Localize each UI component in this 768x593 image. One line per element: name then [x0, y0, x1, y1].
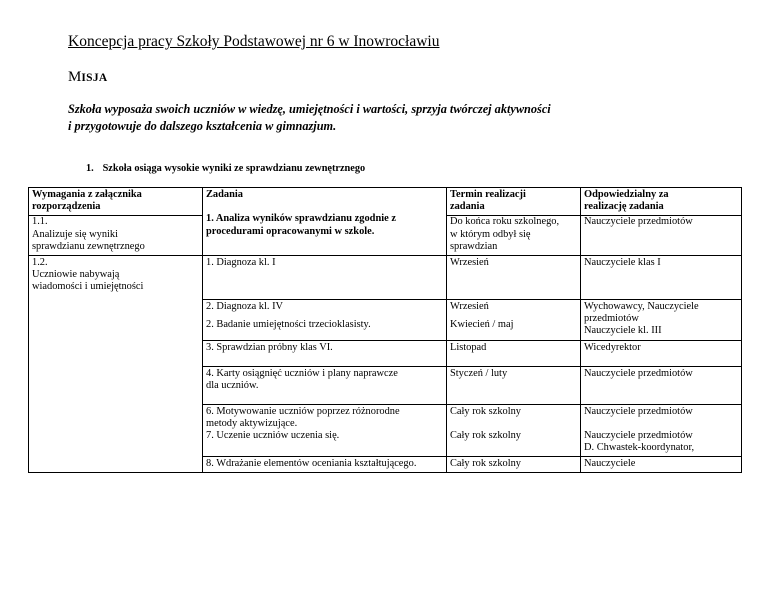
header-tasks	[203, 188, 447, 256]
term-text: w którym odbył się	[450, 228, 531, 240]
term-text: Wrzesień	[450, 257, 489, 269]
responsible-text: Nauczyciele przedmiotów	[584, 216, 693, 228]
mission-statement	[68, 101, 668, 135]
task-text: 7. Uczenie uczniów uczenia się.	[206, 430, 340, 442]
requirement-cell	[29, 256, 203, 473]
header-text: Odpowiedzialny za	[584, 189, 669, 200]
task-cell	[203, 404, 447, 457]
term-cell	[447, 404, 581, 457]
term-text: Kwiecień / maj	[450, 319, 514, 331]
table-header-row	[29, 188, 742, 216]
term-cell	[447, 256, 581, 300]
responsible-cell	[581, 216, 742, 256]
requirement-text: sprawdzianu zewnętrznego	[32, 240, 145, 252]
header-text: rozporządzenia	[32, 201, 101, 213]
term-cell	[447, 340, 581, 366]
requirement-text: Analizuje się wyniki	[32, 228, 118, 240]
term-cell	[447, 216, 581, 256]
mission-line: Szkoła wyposaża swoich uczniów w wiedzę, umiejętności i wartości, sprzyja twórczej aktywności	[68, 102, 551, 116]
requirement-code: 1.2.	[32, 257, 48, 269]
responsible-text: Nauczyciele kl. III	[584, 325, 662, 337]
task-cell	[203, 366, 447, 404]
term-cell	[447, 366, 581, 404]
header-responsible	[581, 188, 742, 216]
task-text: dla uczniów.	[206, 379, 259, 391]
task-text: 1. Analiza wyników sprawdzianu zgodnie z	[206, 213, 396, 225]
responsible-text: Nauczyciele klas I	[584, 257, 661, 269]
task-cell	[203, 256, 447, 300]
term-text: Do końca roku szkolnego,	[450, 216, 560, 228]
task-text: 2. Diagnoza kl. IV	[206, 301, 284, 313]
goal-heading	[86, 163, 365, 174]
responsible-text: Nauczyciele przedmiotów	[584, 405, 693, 417]
term-text: Listopad	[450, 341, 487, 353]
term-text: sprawdzian	[450, 240, 498, 252]
responsible-text: D. Chwastek-koordynator,	[584, 442, 695, 454]
responsible-text: Wychowawcy, Nauczyciele	[584, 301, 699, 313]
term-cell	[447, 300, 581, 341]
header-text: zadania	[450, 201, 485, 213]
header-text: realizację zadania	[584, 201, 664, 213]
section-heading-initial: M	[68, 69, 82, 85]
responsible-text: Nauczyciele przedmiotów	[584, 429, 693, 441]
header-text: Wymagania z załącznika	[32, 189, 142, 200]
responsible-cell	[581, 340, 742, 366]
term-text: Styczeń / luty	[450, 367, 508, 379]
responsible-cell	[581, 404, 742, 457]
task-text: 8. Wdrażanie elementów oceniania kształtującego.	[206, 458, 417, 470]
task-text: procedurami opracowanymi w szkole.	[206, 225, 375, 237]
responsible-cell	[581, 256, 742, 300]
requirement-cell	[29, 216, 203, 256]
responsible-cell	[581, 300, 742, 341]
requirement-text: wiadomości i umiejętności	[32, 281, 144, 293]
header-text: Zadania	[206, 189, 243, 200]
task-text: 6. Motywowanie uczniów poprzez różnorodne	[206, 405, 400, 417]
page-title: Koncepcja pracy Szkoły Podstawowej nr 6 w Inowrocławiu	[68, 33, 440, 50]
responsible-text: Nauczyciele	[584, 458, 636, 470]
task-cell	[203, 300, 447, 341]
header-term	[447, 188, 581, 216]
header-requirements	[29, 188, 203, 216]
requirement-code: 1.1.	[32, 216, 48, 228]
goal-number: 1.	[86, 163, 94, 174]
task-text: 4. Karty osiągnięć uczniów i plany naprawcze	[206, 367, 398, 379]
task-text: metody aktywizujące.	[206, 417, 298, 429]
responsible-cell	[581, 457, 742, 473]
mission-line: i przygotowuje do dalszego kształcenia w gimnazjum.	[68, 119, 337, 133]
task-cell	[203, 457, 447, 473]
term-cell	[447, 457, 581, 473]
responsible-cell	[581, 366, 742, 404]
section-heading	[68, 69, 107, 86]
term-text: Cały rok szkolny	[450, 458, 521, 470]
task-text: 1. Diagnoza kl. I	[206, 257, 276, 269]
requirements-table	[28, 187, 742, 473]
responsible-text: przedmiotów	[584, 313, 639, 325]
task-cell	[203, 340, 447, 366]
responsible-text: Nauczyciele przedmiotów	[584, 367, 693, 379]
term-text: Wrzesień	[450, 301, 489, 313]
task-text: 3. Sprawdzian próbny klas VI.	[206, 341, 333, 353]
term-text: Cały rok szkolny	[450, 405, 521, 417]
section-heading-rest: ISJA	[81, 72, 108, 84]
header-text: Termin realizacji	[450, 189, 526, 200]
goal-text: Szkoła osiąga wysokie wyniki ze sprawdzianu zewnętrznego	[102, 163, 366, 174]
requirement-text: Uczniowie nabywają	[32, 269, 120, 281]
task-text: 2. Badanie umiejętności trzecioklasisty.	[206, 319, 371, 331]
term-text: Cały rok szkolny	[450, 429, 521, 441]
responsible-text: Wicedyrektor	[584, 341, 641, 353]
table-row	[29, 256, 742, 300]
